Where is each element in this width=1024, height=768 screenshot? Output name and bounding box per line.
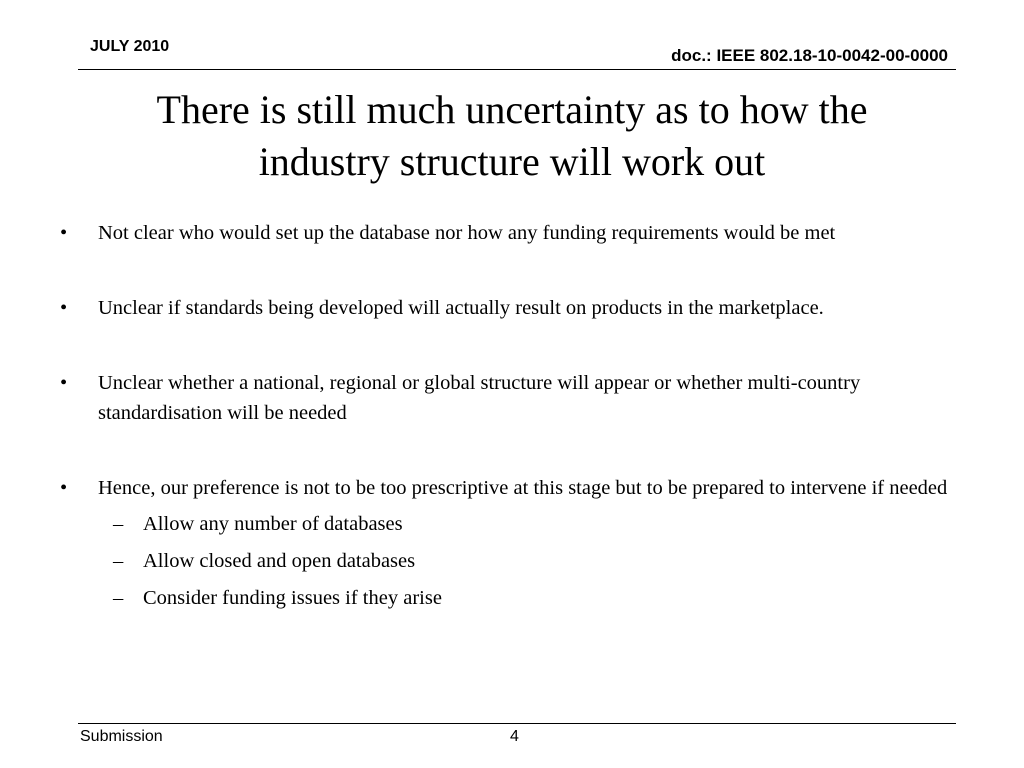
header-date: JULY 2010 bbox=[90, 38, 170, 55]
slide-body bbox=[58, 218, 963, 620]
bullet-text: Not clear who would set up the database nor how any funding requirements would be met bbox=[98, 222, 836, 244]
page-number: 4 bbox=[510, 728, 519, 745]
sub-bullet-item bbox=[58, 509, 963, 539]
header-doc-id: doc.: IEEE 802.18-10-0042-00-0000 bbox=[671, 46, 948, 65]
bullet-icon: • bbox=[60, 477, 68, 499]
bullet-item bbox=[58, 368, 963, 428]
bullet-icon: • bbox=[60, 222, 68, 244]
header-rule bbox=[78, 69, 956, 70]
bullet-text: Unclear if standards being developed will actually result on products in the marketplace. bbox=[98, 297, 824, 319]
footer-label: Submission bbox=[80, 728, 163, 745]
slide-title-line-2: industry structure will work out bbox=[258, 139, 766, 184]
sub-bullet-item bbox=[58, 583, 963, 613]
sub-bullet-text: Allow closed and open databases bbox=[143, 550, 416, 572]
bullet-icon: • bbox=[60, 372, 68, 394]
sub-bullet-item bbox=[58, 546, 963, 576]
bullet-item bbox=[58, 473, 963, 503]
bullet-icon: • bbox=[60, 297, 68, 319]
bullet-text: Hence, our preference is not to be too prescriptive at this stage but to be prepared to intervene if needed bbox=[98, 477, 948, 499]
slide-title-line-1: There is still much uncertainty as to how the bbox=[156, 87, 868, 132]
bullet-item bbox=[58, 293, 963, 323]
bullet-text: Unclear whether a national, regional or global structure will appear or whether multi-country standardisation will be needed bbox=[98, 372, 861, 424]
sub-bullet-text: Consider funding issues if they arise bbox=[143, 587, 442, 609]
bullet-item bbox=[58, 218, 963, 248]
slide-title bbox=[62, 84, 962, 188]
dash-icon: – bbox=[113, 587, 124, 609]
sub-bullet-text: Allow any number of databases bbox=[143, 513, 403, 535]
footer-rule bbox=[78, 723, 956, 724]
dash-icon: – bbox=[113, 513, 124, 535]
dash-icon: – bbox=[113, 550, 124, 572]
